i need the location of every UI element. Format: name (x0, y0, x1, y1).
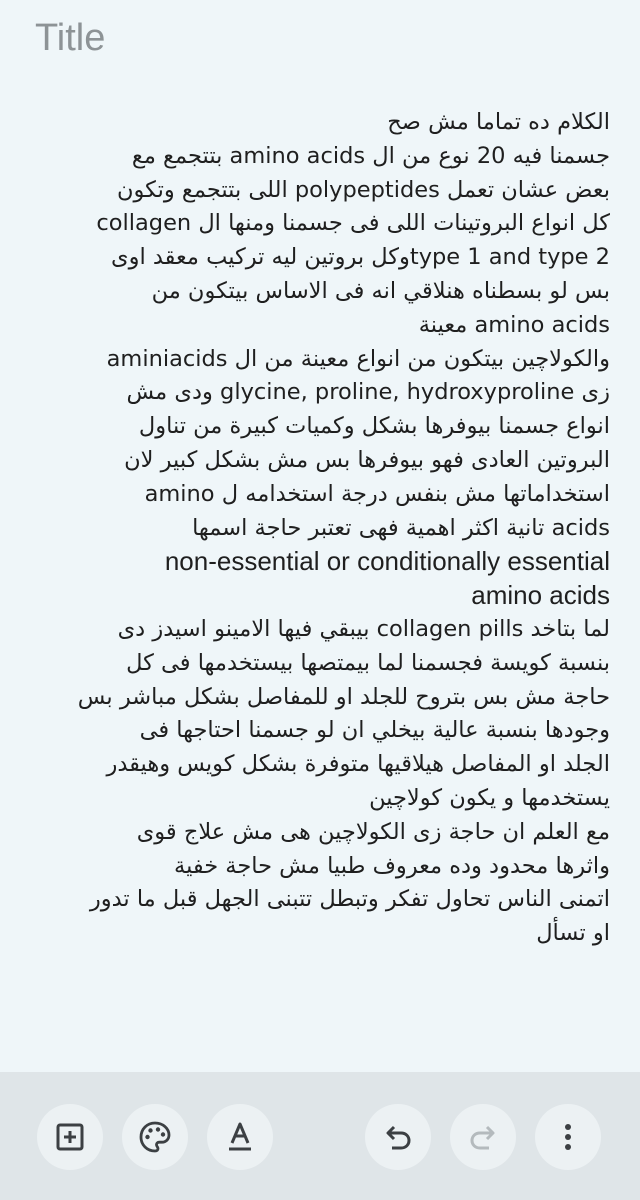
note-line: استخداماتها مش بنفس درجة استخدامه ل amino (144, 480, 610, 507)
note-line: amino acids (471, 580, 610, 611)
note-line: زى glycine, proline, hydroxyproline ودى مش (126, 379, 610, 406)
add-box-button[interactable] (37, 1104, 103, 1170)
note-line: الجلد او المفاصل هيلاقيها متوفرة بشكل كويس وهيقدر (106, 751, 610, 778)
note-line: type 1 and type 2وكل بروتين ليه تركيب معقد اوى (110, 244, 610, 271)
note-line: وجودها بنسبة عالية بيخلي ان لو جسمنا احتاجها فى (139, 717, 610, 744)
note-body-text[interactable] (20, 106, 610, 951)
more-vert-icon (563, 1122, 573, 1152)
text-format-button[interactable] (207, 1104, 273, 1170)
note-line: جسمنا فيه 20 نوع من ال amino acids بتتجمع مع (131, 142, 610, 169)
note-line: non-essential or conditionally essential (164, 546, 610, 577)
note-line: البروتين العادى فهو بيوفرها بس مش بشكل كبير لان (124, 446, 610, 473)
note-line: بعض عشان تعمل polypeptides اللى بتتجمع وتكون (117, 176, 610, 203)
redo-button[interactable] (450, 1104, 516, 1170)
palette-button[interactable] (122, 1104, 188, 1170)
undo-button[interactable] (365, 1104, 431, 1170)
bottom-toolbar (0, 1072, 640, 1200)
undo-icon (382, 1122, 414, 1152)
note-line: يستخدمها و يكون كولاچين (369, 784, 610, 811)
add-box-icon (55, 1122, 85, 1152)
note-line: الكلام ده تماما مش صح (387, 109, 610, 135)
note-line: مع العلم ان حاجة زى الكولاچين هى مش علاج قوى (136, 818, 610, 845)
note-line: اتمنى الناس تحاول تفكر وتبطل تتبنى الجهل قبل ما تدور (89, 886, 610, 913)
note-line: بنسبة كويسة فجسمنا لما بيمتصها بيستخدمها فى كل (126, 649, 610, 676)
redo-icon (467, 1122, 499, 1152)
note-title-field[interactable]: Title (35, 17, 106, 59)
text-format-icon (225, 1121, 255, 1153)
note-line: والكولاچين بيتكون من انواع معينة من ال aminiacids (106, 345, 610, 372)
more-options-button[interactable] (535, 1104, 601, 1170)
note-line: واثرها محدود وده معروف طبيا مش حاجة خفية (174, 852, 610, 879)
note-line: amino acids معينة (418, 311, 610, 338)
note-line: بس لو بسطناه هنلاقي انه فى الاساس بيتكون من (151, 277, 610, 304)
note-line: acids تانية اكثر اهمية فهى تعتبر حاجة اسمها (192, 514, 610, 541)
note-line: انواع جسمنا بيوفرها بشكل وكميات كبيرة من تناول (138, 413, 610, 440)
note-line: حاجة مش بس بتروح للجلد او للمفاصل بشكل مباشر بس (77, 683, 610, 710)
palette-icon (138, 1120, 172, 1154)
note-line: او تسأل (536, 920, 610, 947)
note-line: لما بتاخد collagen pills بيبقي فيها الامينو اسيدز دى (117, 615, 610, 642)
note-line: كل انواع البروتينات اللى فى جسمنا ومنها ال collagen (96, 210, 610, 237)
